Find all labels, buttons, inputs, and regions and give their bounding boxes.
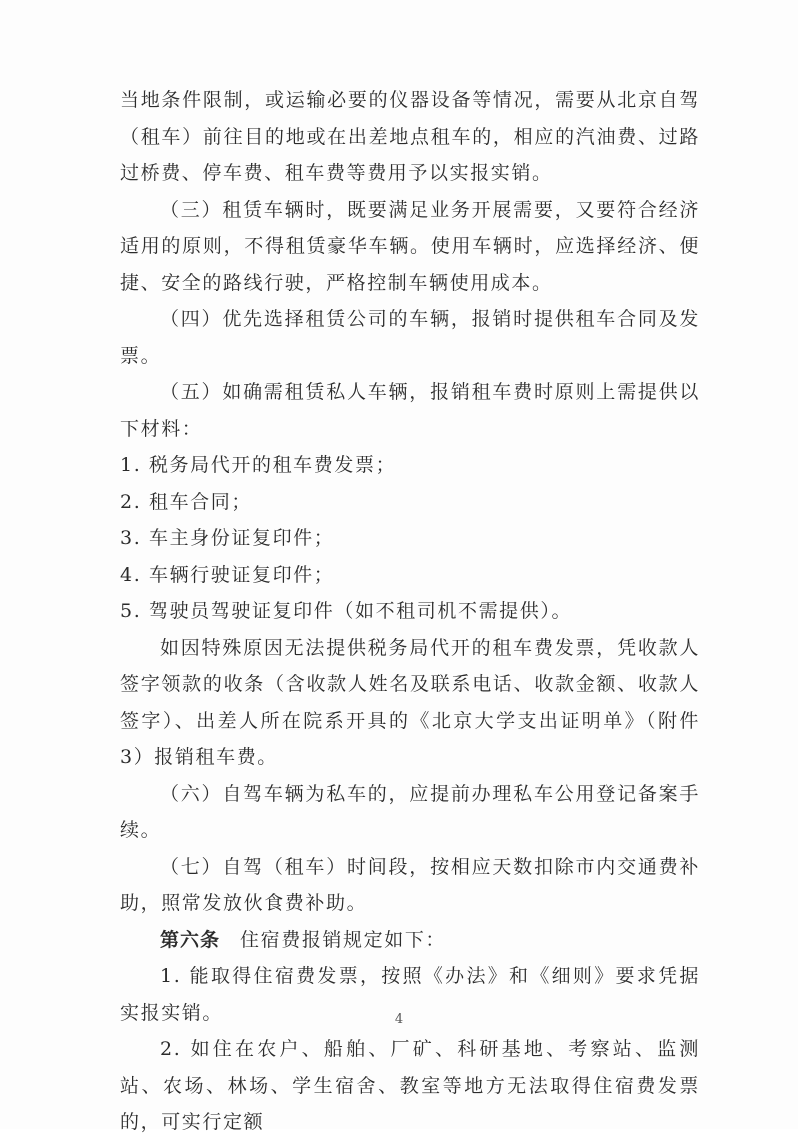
article-6-heading: 第六条 xyxy=(160,928,221,951)
list-item-4: 4. 车辆行驶证复印件； xyxy=(120,563,335,586)
page-number: 4 xyxy=(394,1012,404,1027)
paragraph-clause-3: （三）租赁车辆时，既要满足业务开展需要，又要符合经济适用的原则，不得租赁豪华车辆。使用车辆时，应选择经济、便捷、安全的路线行驶，严格控制车辆使用成本。 xyxy=(120,198,700,294)
list-item-3: 3. 车主身份证复印件； xyxy=(120,527,335,549)
article-6 xyxy=(120,922,700,959)
paragraph-lodging-1: 1. 能取得住宿费发票，按照《办法》和《细则》要求凭据实报实销。 xyxy=(120,965,700,1024)
list-item-2: 2. 租车合同； xyxy=(120,490,252,513)
article-6-text: 住宿费报销规定如下： xyxy=(240,928,447,951)
document-body xyxy=(120,82,700,1141)
paragraph-clause-7: （七）自驾（租车）时间段，按相应天数扣除市内交通费补助，照常发放伙食费补助。 xyxy=(120,855,700,914)
paragraph-clause-6: （六）自驾车辆为私车的，应提前办理私车公用登记备案手续。 xyxy=(120,782,700,841)
paragraph-lodging-2: 2. 如住在农户、船舶、厂矿、科研基地、考察站、监测站、农场、林场、学生宿舍、教室等地方无法取得住宿费发票的，可实行定额 xyxy=(120,1038,700,1133)
list-item-5: 5. 驾驶员驾驶证复印件（如不租司机不需提供）。 xyxy=(120,600,573,622)
list-item-1: 1. 税务局代开的租车费发票； xyxy=(120,454,397,476)
paragraph-special-reason: 如因特殊原因无法提供税务局代开的租车费发票，凭收款人签字领款的收条（含收款人姓名及联系电话、收款金额、收款人签字）、出差人所在院系开具的《北京大学支出证明单》（附件 3）报销租车费。 xyxy=(120,636,700,768)
paragraph-clause-4: （四）优先选择租赁公司的车辆，报销时提供租车合同及发票。 xyxy=(120,308,700,367)
paragraph-continuation: 当地条件限制，或运输必要的仪器设备等情况，需要从北京自驾（租车）前往目的地或在出差地点租车的，相应的汽油费、过路过桥费、停车费、租车费等费用予以实报实销。 xyxy=(120,89,700,184)
paragraph-clause-5: （五）如确需租赁私人车辆，报销租车费时原则上需提供以下材料： xyxy=(120,381,700,440)
